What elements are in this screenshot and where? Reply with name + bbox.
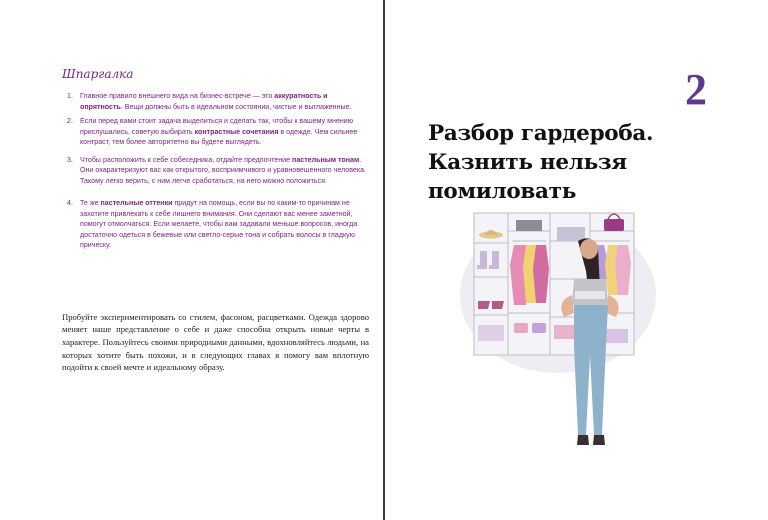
item-text: Если перед вами стоит задача выделиться и сделать так, чтобы к вашему мнению прислушались, советую выбирать <box>80 117 354 136</box>
storage-box <box>554 325 574 339</box>
item-number: 3. <box>67 155 73 164</box>
cheat-sheet-title: Шпаргалка <box>62 67 134 81</box>
cheat-sheet-item <box>67 116 372 148</box>
item-text: Чтобы расположить к себе собеседника, отдайте предпочтение <box>80 155 293 164</box>
item-highlight: пастельные оттенки <box>100 199 173 207</box>
shoe <box>492 301 504 309</box>
cheat-sheet-item <box>67 91 372 112</box>
item-number: 4. <box>67 199 73 207</box>
storage-box <box>516 220 542 231</box>
item-text: Те же <box>80 199 101 207</box>
body-paragraph: Пробуйте экспериментировать со стилем, фасоном, расцветками. Одежда здорово меняет наше представление о себе и даже способна открыть новые черты в характере. Пользуйтесь своими природными данными, вдохновляйтесь людьми, на которых хотите быть похожи, и в следующих главах я помогу вам вплотную подойти к своей мечте и идеальному образу. <box>62 311 369 373</box>
chapter-title-line: Казнить нельзя <box>428 150 627 175</box>
storage-box <box>478 325 504 341</box>
item-text: Главное правило внешнего вида на бизнес-встрече — это <box>80 92 275 100</box>
item-highlight: пастельным тонам <box>292 155 360 164</box>
item-text: . Они охарактеризуют вас как открытого, восприимчивого и уравновешенного человека. Такому легко верить, с ним легче сработаться, на него можно положиться. <box>80 155 367 185</box>
item-highlight: аккуратность и опрятность <box>80 92 328 111</box>
chapter-title <box>428 119 728 206</box>
shoe <box>478 301 490 309</box>
chapter-title-line: помиловать <box>428 179 576 204</box>
chapter-title-line: Разбор гардероба. <box>428 121 654 146</box>
item-text: в одежде. Чем сильнее контраст, тем более авторитетно вы будете выглядеть. <box>80 127 358 146</box>
item-number: 2. <box>67 117 73 125</box>
item-text: придут на помощь, если вы по каким-то причинам не захотите привлекать к себе лишнего внимания. Они сделают вас менее заметной, помогут отмолчаться. Если желаете, чтобы вам задавали меньше вопросов, иногда достаточно одеться в бежевые или светло-серые тона и собрать волосы в гладкую прическу. <box>80 199 358 249</box>
item-highlight: контрастные сочетания <box>194 127 279 136</box>
storage-box <box>557 227 585 241</box>
cheat-sheet-list <box>67 91 372 251</box>
hanging-clothes <box>510 245 549 305</box>
wardrobe-illustration <box>458 205 660 457</box>
cheat-sheet-item <box>67 155 372 187</box>
purse <box>532 323 546 333</box>
handbag <box>604 219 624 231</box>
item-number: 1. <box>67 92 73 100</box>
cheat-sheet-item <box>67 198 372 251</box>
item-text: . Вещи должны быть в идеальном состоянии, чистые и выглаженные. <box>120 102 352 111</box>
purse <box>514 323 528 333</box>
chapter-number: 2 <box>685 65 707 114</box>
left-page <box>0 0 383 520</box>
